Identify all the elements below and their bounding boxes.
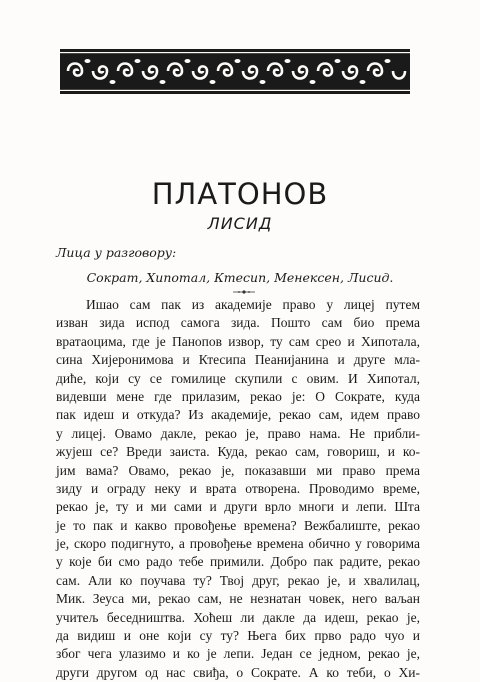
text-line: у лицеј. Овамо дакле, рекао је, право нама. Не прибли- xyxy=(56,425,420,441)
ornamental-header-band xyxy=(60,49,410,94)
text-line: жујеш се? Вреди заиста. Куда, рекао сам, говориш, и ко- xyxy=(56,444,420,460)
text-line: диће, који су се гомилице скупили с овим. И Хипотал, xyxy=(56,370,420,386)
text-line: пак идеш и откуда? Из академије, рекао сам, идем право xyxy=(56,407,420,423)
body-text xyxy=(56,296,420,682)
text-line: Мик. Зеуса ми, рекао сам, не незнатан човек, него ваљан xyxy=(56,591,420,607)
text-line: сина Хијеронимова и Ктесипа Пеанијанина и друге мла- xyxy=(56,352,420,368)
text-line: рекао је, ту и ми сами и други врло многи и лепи. Шта xyxy=(56,499,420,515)
separator-ornament xyxy=(232,289,256,295)
text-line: зиду и ограду неку и врата отворена. Проводимо време, xyxy=(56,480,420,496)
persons-label: Лица у разговору: xyxy=(56,245,177,260)
text-line: други другом од нас свиђа, о Сократе. А ко теби, о Хи- xyxy=(56,664,420,680)
text-line: вратаоцима, где је Панопов извор, ту сам срео и Хипотала, xyxy=(56,333,420,349)
text-line: видевши мене где прилазим, рекао је: О Сократе, куда xyxy=(56,388,420,404)
text-line: је, скоро подигнуто, а провођење времена обично у говорима xyxy=(56,536,420,552)
text-line: је то пак и какво провођење времена? Вежбалиште, рекао xyxy=(56,517,420,533)
persons-list: Сократ, Хипотал, Ктесип, Менексен, Лисид. xyxy=(86,270,394,285)
text-line: сам. Али ко поучава ту? Твој друг, рекао је, и хвалилац, xyxy=(56,572,420,588)
text-line: изван зида испод самога зида. Пошто сам био према xyxy=(56,315,420,331)
dialogue-title: ЛИСИД xyxy=(207,214,273,233)
text-line: Ишао сам пак из академије право у лицеј путем xyxy=(86,297,420,312)
work-title: ПЛАТОНОВ xyxy=(151,177,329,211)
text-line: јим вама? Овамо, рекао је, показавши ми право према xyxy=(56,462,420,478)
text-line: да видиш и оне који су ту? Њега бих прво радо чуо и xyxy=(56,628,420,644)
text-line: због чега улазимо и ко је лепи. Један се једном, рекао је, xyxy=(56,646,420,662)
text-line: у које би смо радо тебе примили. Добро пак радите, рекао xyxy=(56,554,420,570)
text-line: учитељ беседништва. Хоћеш ли дакле да идеш, рекао је, xyxy=(56,609,420,625)
